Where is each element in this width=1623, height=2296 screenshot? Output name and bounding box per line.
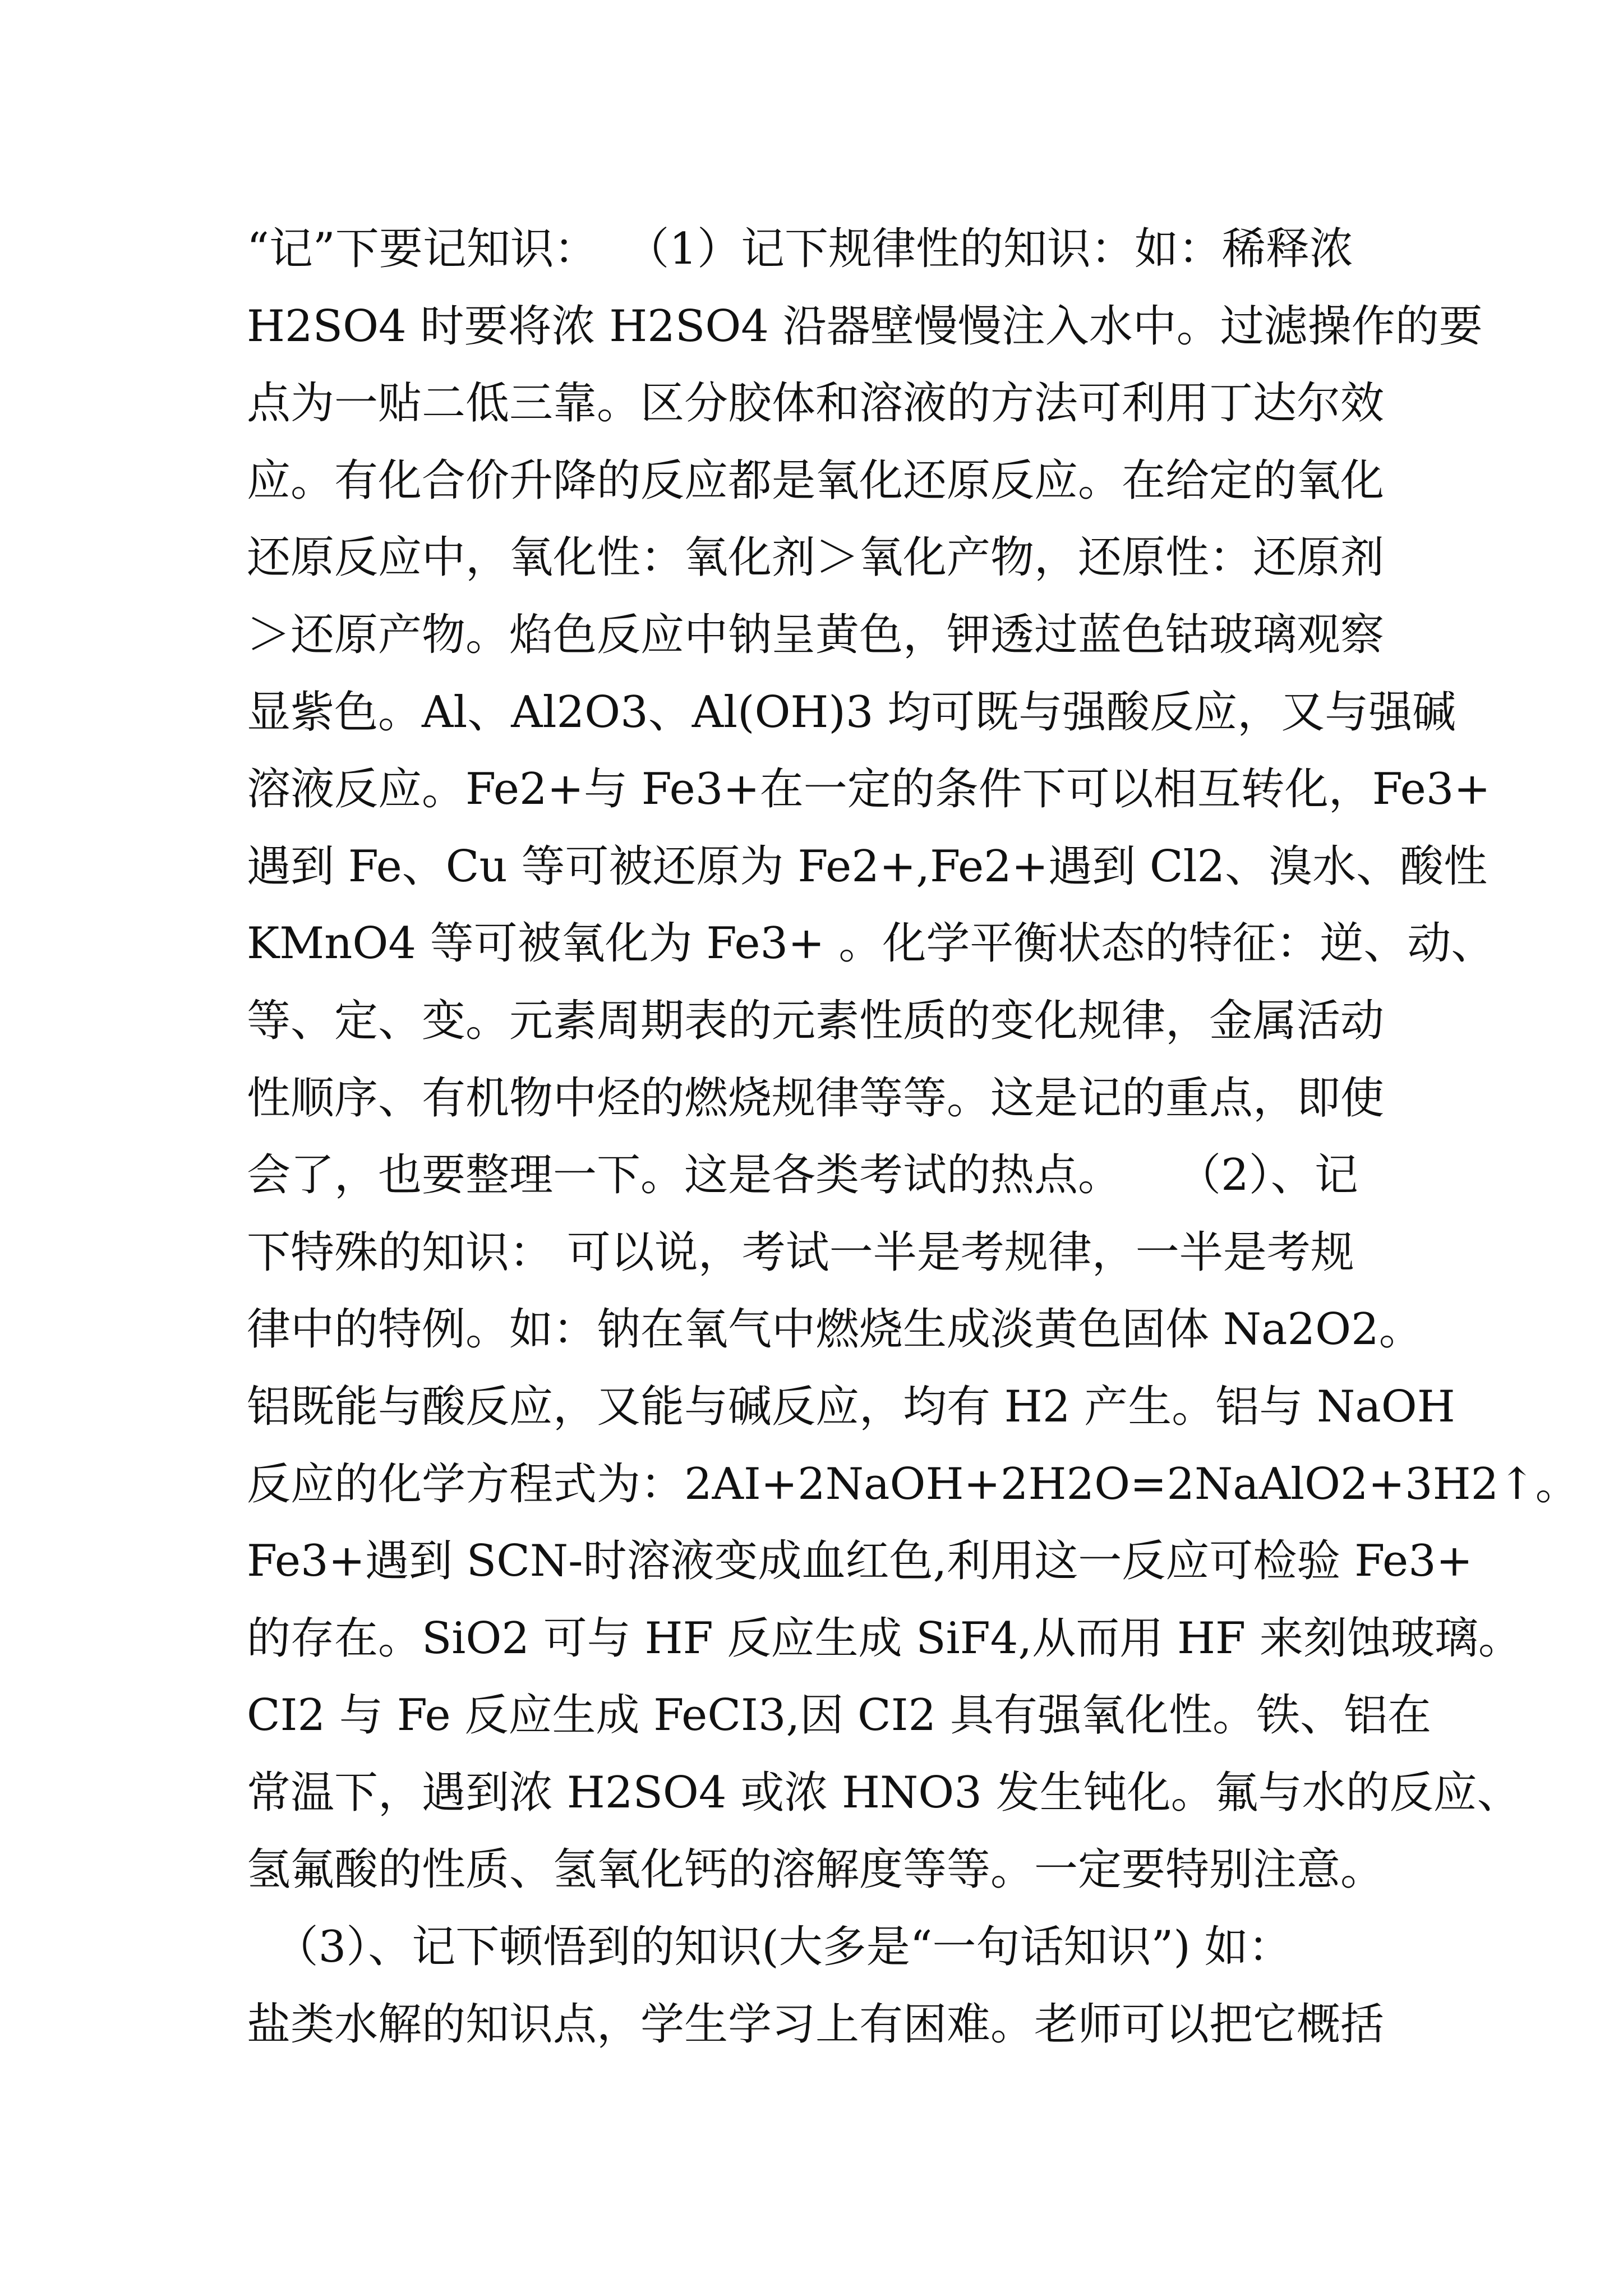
text-line: 遇到 Fe、Cu 等可被还原为 Fe2+,Fe2+遇到 Cl2、溴水、酸性 (247, 841, 1488, 892)
text-line: （3）、记下顿悟到的知识(大多是“一句话知识”) 如： (247, 1922, 1292, 1973)
text-line: 点为一贴二低三靠。区分胶体和溶液的方法可利用丁达尔效 (247, 378, 1385, 429)
text-line: 律中的特例。如：钠在氧气中燃烧生成淡黄色固体 Na2O2。 (247, 1304, 1423, 1355)
text-line: 等、定、变。元素周期表的元素性质的变化规律，金属活动 (247, 995, 1385, 1046)
text-line: “记”下要记知识： （1）记下规律性的知识：如：稀释浓 (247, 224, 1353, 274)
text-line: 性顺序、有机物中烃的燃烧规律等等。这是记的重点，即使 (247, 1073, 1385, 1124)
text-line: 铝既能与酸反应，又能与碱反应，均有 H2 产生。铝与 NaOH (247, 1381, 1455, 1432)
text-line: Fe3+遇到 SCN-时溶液变成血红色,利用这一反应可检验 Fe3+ (247, 1536, 1473, 1587)
text-line: 的存在。SiO2 可与 HF 反应生成 SiF4,从而用 HF 来刻蚀玻璃。 (247, 1613, 1522, 1664)
text-line: 应。有化合价升降的反应都是氧化还原反应。在给定的氧化 (247, 455, 1385, 506)
text-line: 会了，也要整理一下。这是各类考试的热点。 （2）、记 (247, 1150, 1358, 1201)
text-line: H2SO4 时要将浓 H2SO4 沿器壁慢慢注入水中。过滤操作的要 (247, 301, 1483, 352)
text-line: 下特殊的知识： 可以说，考试一半是考规律，一半是考规 (247, 1227, 1354, 1278)
text-line: 显紫色。Al、Al2O3、Al(OH)3 均可既与强酸反应，又与强碱 (247, 687, 1456, 738)
text-line: 常温下，遇到浓 H2SO4 或浓 HNO3 发生钝化。氟与水的反应、 (247, 1767, 1521, 1818)
text-line: CI2 与 Fe 反应生成 FeCI3,因 CI2 具有强氧化性。铁、铝在 (247, 1690, 1431, 1741)
body-text (247, 211, 1579, 2063)
text-line: 反应的化学方程式为：2AI+2NaOH+2H2O=2NaAlO2+3H2↑。 (247, 1458, 1579, 1510)
text-line: 氢氟酸的性质、氢氧化钙的溶解度等等。一定要特别注意。 (247, 1844, 1385, 1895)
text-line: ＞还原产物。焰色反应中钠呈黄色，钾透过蓝色钴玻璃观察 (247, 609, 1385, 660)
text-line: 盐类水解的知识点，学生学习上有困难。老师可以把它概括 (247, 1999, 1385, 2050)
text-line: KMnO4 等可被氧化为 Fe3+ 。化学平衡状态的特征：逆、动、 (247, 918, 1495, 969)
text-line: 还原反应中，氧化性：氧化剂＞氧化产物，还原性：还原剂 (247, 532, 1385, 583)
text-line: 溶液反应。Fe2+与 Fe3+在一定的条件下可以相互转化，Fe3+ (247, 764, 1491, 815)
